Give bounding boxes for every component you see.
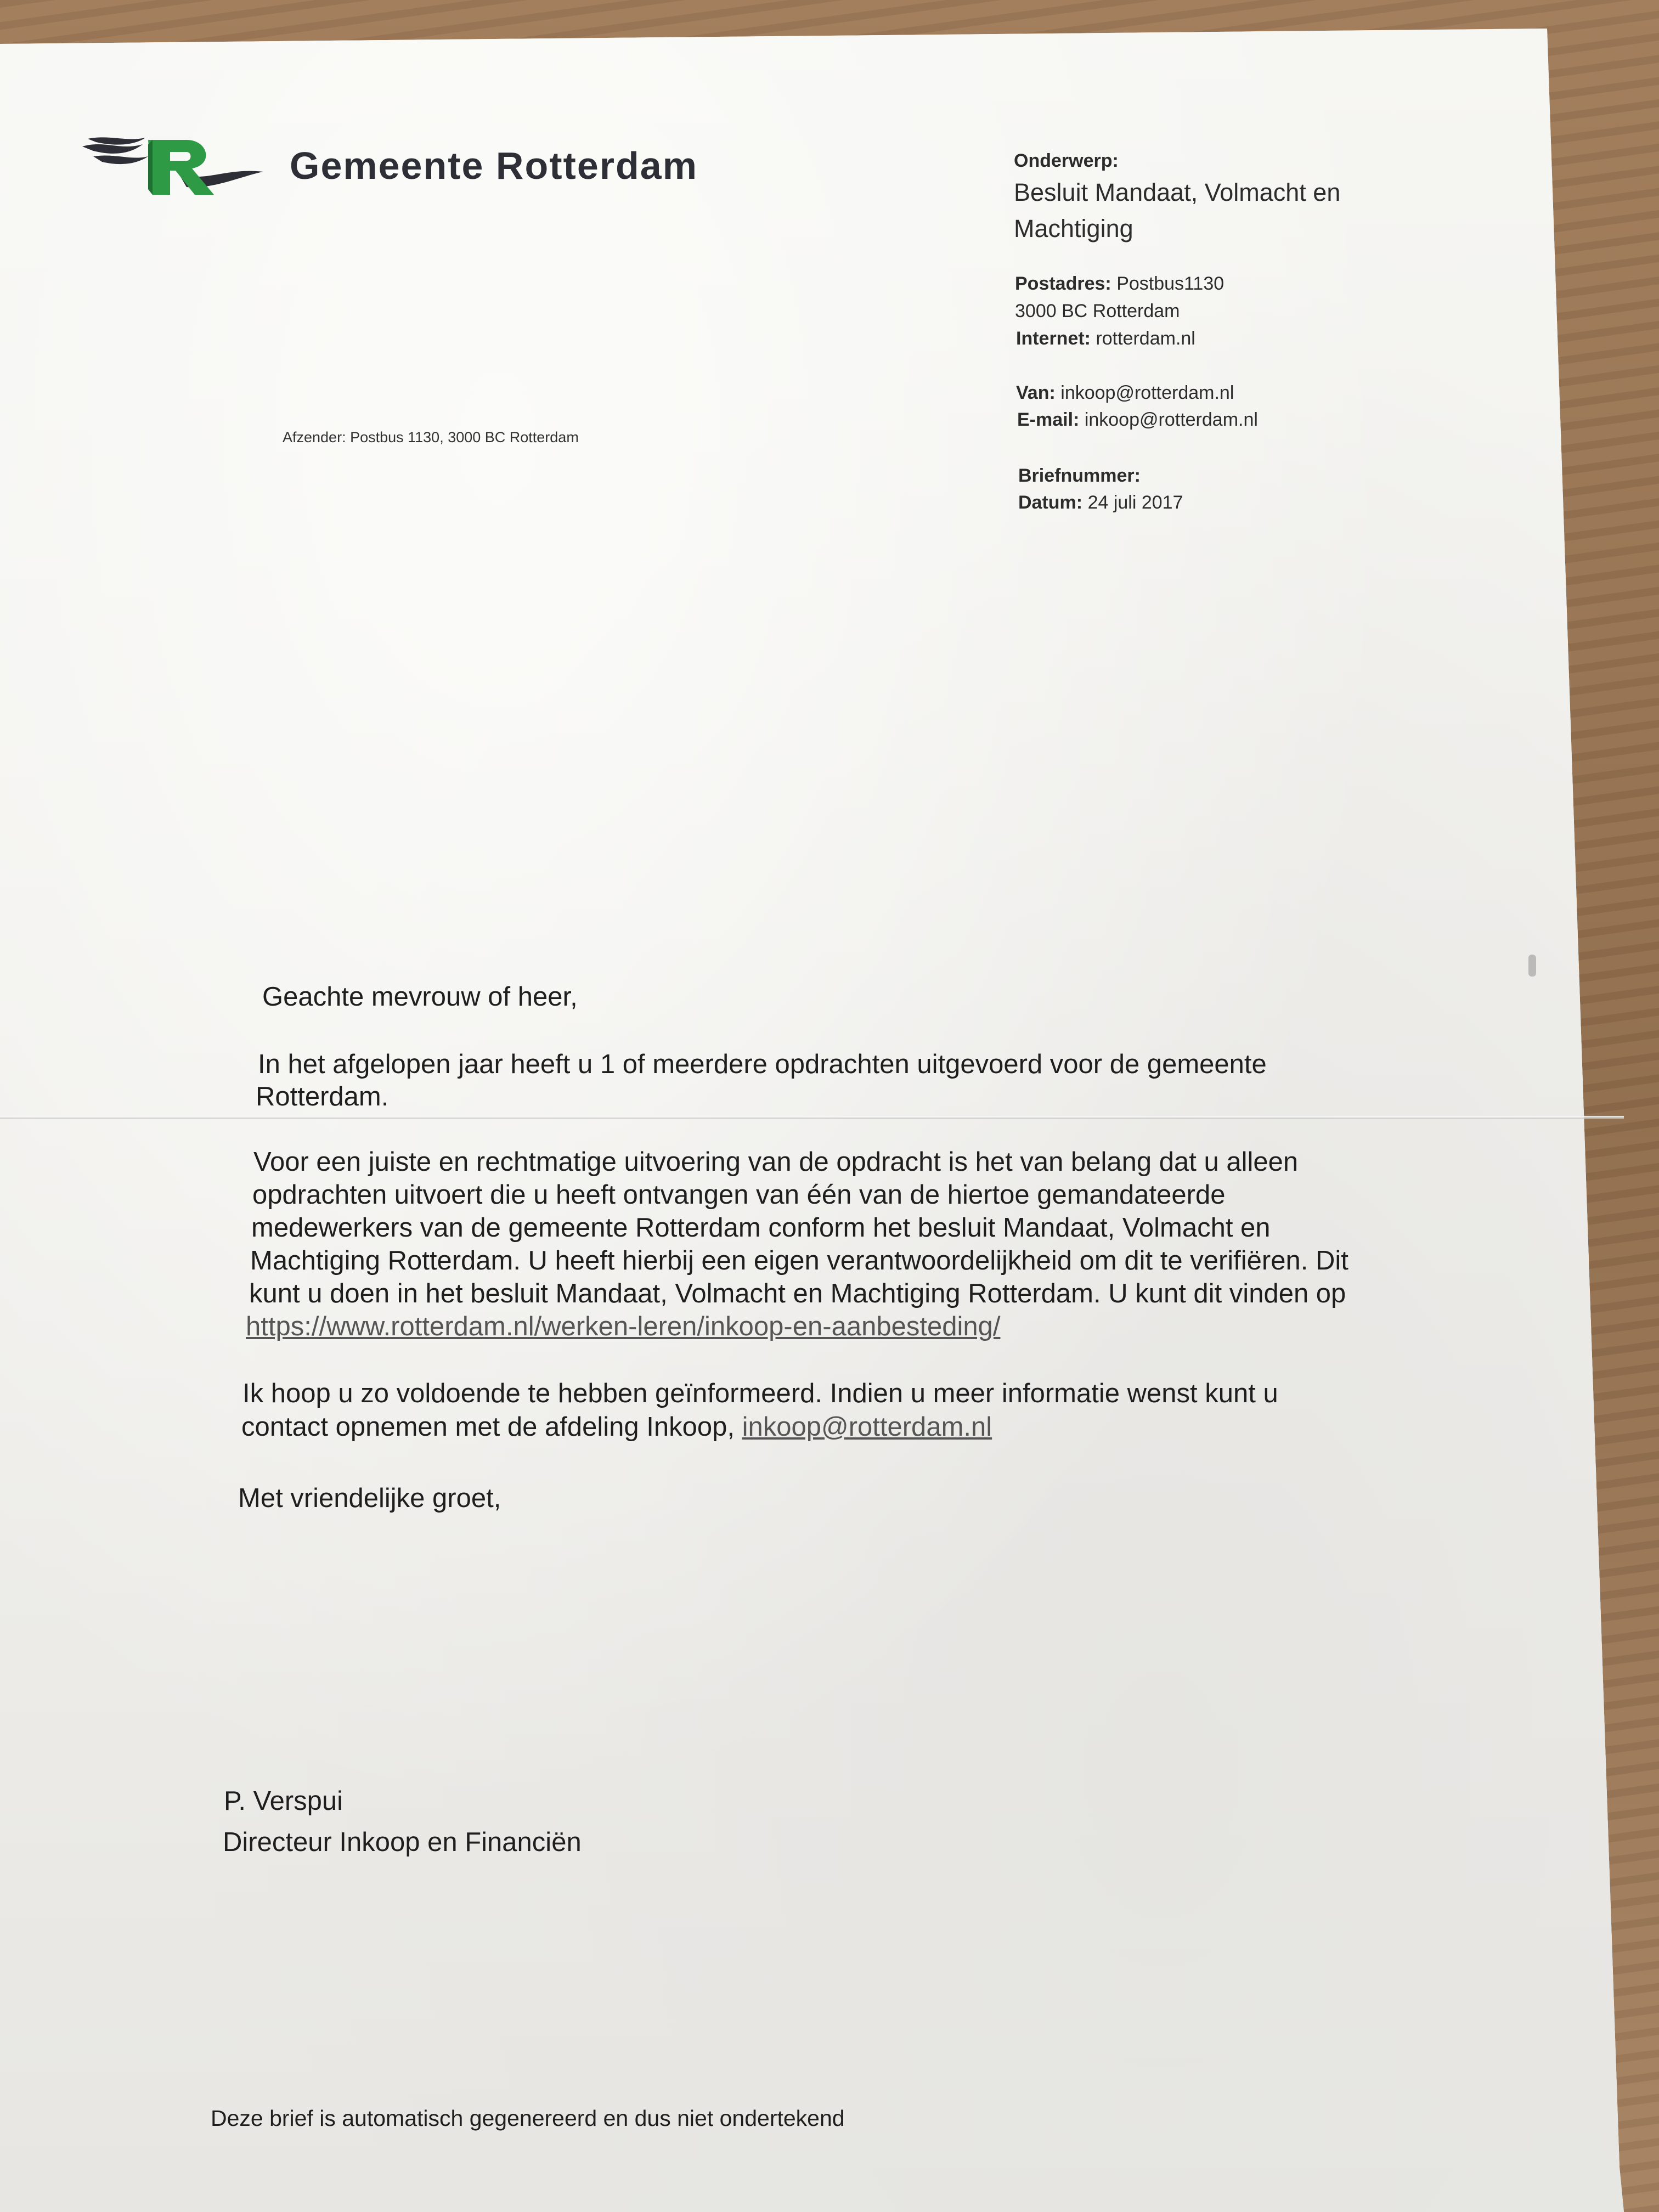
from-line [1016,382,1234,404]
postal-address [1015,273,1224,295]
date-line [1018,492,1183,514]
signer-name: P. Verspui [224,1786,343,1816]
signer-title: Directeur Inkoop en Financiën [223,1827,582,1857]
postal-address-value: Postbus1130 [1116,273,1224,294]
paragraph-3-text: contact opnemen met de afdeling Inkoop, [241,1412,742,1442]
paragraph-1-line-1: In het afgelopen jaar heeft u 1 of meerdere opdrachten uitgevoerd voor de gemeente [258,1049,1267,1079]
postal-city: 3000 BC Rotterdam [1015,301,1180,321]
from-value: inkoop@rotterdam.nl [1060,382,1234,403]
organization-name: Gemeente Rotterdam [290,144,698,187]
closing: Met vriendelijke groet, [238,1483,501,1513]
date-value: 24 juli 2017 [1087,492,1183,513]
paragraph-2-line-2: opdrachten uitvoert die u heeft ontvangen van één van de hiertoe gemandateerde [252,1180,1226,1210]
email-line [1017,409,1258,431]
from-label: Van: [1016,382,1056,403]
paragraph-1-line-2: Rotterdam. [256,1082,389,1111]
subject-line-1: Besluit Mandaat, Volmacht en [1014,178,1341,206]
procurement-link[interactable]: https://www.rotterdam.nl/werken-leren/inkoop-en-aanbesteding/ [246,1312,1001,1341]
salutation: Geachte mevrouw of heer, [262,982,578,1012]
paragraph-2-line-5: kunt u doen in het besluit Mandaat, Volmacht en Machtiging Rotterdam. U kunt dit vinden op [249,1279,1346,1308]
email-value: inkoop@rotterdam.nl [1084,409,1258,430]
paper-mark [1528,955,1536,977]
paragraph-2-line-1: Voor een juiste en rechtmatige uitvoering van de opdracht is het van belang dat u alleen [253,1147,1299,1177]
sender-line: Afzender: Postbus 1130, 3000 BC Rotterdam [283,429,579,445]
email-label: E-mail: [1017,409,1080,430]
paragraph-3-line-2 [241,1412,992,1442]
date-label: Datum: [1018,492,1083,513]
procurement-email-link[interactable]: inkoop@rotterdam.nl [742,1412,992,1442]
paragraph-2-line-3: medewerkers van de gemeente Rotterdam conform het besluit Mandaat, Volmacht en [251,1213,1271,1243]
gemeente-rotterdam-logo [82,134,263,200]
postal-address-label: Postadres: [1015,273,1111,294]
internet-value: rotterdam.nl [1096,328,1195,349]
footer-note: Deze brief is automatisch gegenereerd en dus niet ondertekend [211,2106,845,2131]
paper-fold [0,1116,1624,1119]
subject-label: Onderwerp: [1014,150,1119,171]
internet-line [1016,328,1195,349]
internet-label: Internet: [1016,328,1091,349]
paragraph-3-line-1: Ik hoop u zo voldoende te hebben geïnformeerd. Indien u meer informatie wenst kunt u [242,1379,1278,1408]
letter-number-label: Briefnummer: [1018,465,1141,486]
paragraph-2-line-4: Machtiging Rotterdam. U heeft hierbij een eigen verantwoordelijkheid om dit te verifiëren. Dit [250,1246,1348,1276]
subject-line-2: Machtiging [1014,215,1133,242]
